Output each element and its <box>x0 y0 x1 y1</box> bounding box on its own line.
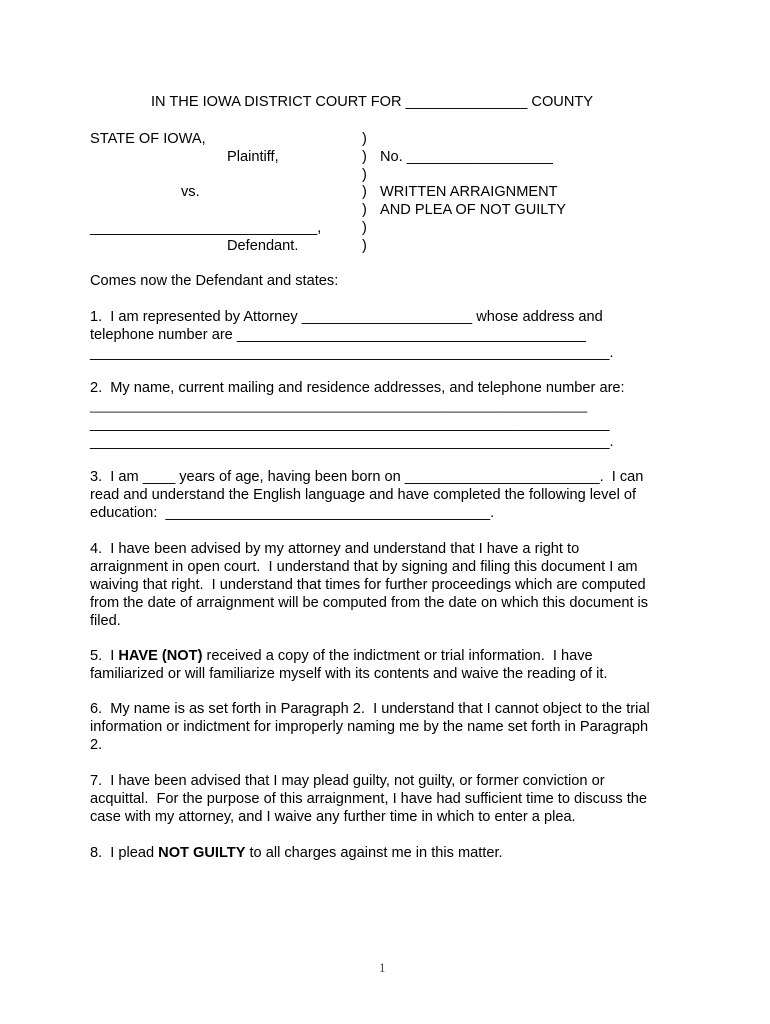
paragraph-line: telephone number are ___________________________________________ <box>90 327 586 343</box>
paragraph-line: from the date of arraignment will be computed from the date on which this document is <box>90 595 649 611</box>
paragraph-line: 1. I am represented by Attorney _____________________ whose address and <box>90 309 603 325</box>
paragraph-text: received a copy of the indictment or trial information. I have <box>202 648 593 664</box>
intro-statement <box>90 272 690 290</box>
paragraph-2 <box>90 379 690 451</box>
paragraph-line: ________________________________________________________________ <box>90 416 610 432</box>
defendant-name-blank: ____________________________, <box>90 220 322 236</box>
caption-paren: ) <box>362 202 367 218</box>
paragraph-text: 5. I <box>90 648 119 664</box>
paragraph-line: information or indictment for improperly naming me by the name set forth in Paragraph <box>90 719 649 735</box>
paragraph-3 <box>90 468 690 522</box>
page-number: 1 <box>379 960 386 975</box>
paragraph-text: to all charges against me in this matter. <box>245 845 503 861</box>
intro-text: Comes now the Defendant and states: <box>90 273 339 289</box>
paragraph-line: arraignment in open court. I understand that by signing and filing this document I am <box>90 559 638 575</box>
paragraph-line <box>90 844 690 862</box>
emphasis-text: NOT GUILTY <box>158 845 246 861</box>
paragraph-line: 3. I am ____ years of age, having been born on ________________________. I can <box>90 469 644 485</box>
paragraph-7 <box>90 772 690 826</box>
paragraph-line: familiarized or will familiarize myself with its contents and waive the reading of it. <box>90 666 608 682</box>
document-title-line2: AND PLEA OF NOT GUILTY <box>380 202 566 218</box>
paragraph-line: _______________________________________________________________________ <box>90 399 588 413</box>
caption-paren: ) <box>362 220 367 236</box>
plaintiff-label: Plaintiff, <box>227 149 279 165</box>
paragraph-5 <box>90 647 690 683</box>
caption-paren: ) <box>362 238 367 254</box>
paragraph-line: 2. <box>90 737 103 753</box>
paragraph-6 <box>90 700 690 754</box>
paragraph-line: education: ________________________________________. <box>90 505 495 521</box>
paragraph-line: filed. <box>90 613 121 629</box>
paragraph-line: 7. I have been advised that I may plead guilty, not guilty, or former conviction or <box>90 773 605 789</box>
document-title-line1: WRITTEN ARRAIGNMENT <box>380 184 558 200</box>
paragraph-line: 6. My name is as set forth in Paragraph 2. I understand that I cannot object to the trial <box>90 701 650 717</box>
caption-paren: ) <box>362 184 367 200</box>
paragraph-line: ________________________________________________________________. <box>90 434 614 450</box>
caption-paren: ) <box>362 167 367 183</box>
caption-paren: ) <box>362 131 367 147</box>
paragraph-line: 4. I have been advised by my attorney and understand that I have a right to <box>90 541 580 557</box>
paragraph-line: read and understand the English language and have completed the following level of <box>90 487 637 503</box>
paragraph-line: case with my attorney, and I waive any further time in which to enter a plea. <box>90 809 576 825</box>
versus-label: vs. <box>181 184 200 200</box>
court-heading: IN THE IOWA DISTRICT COURT FOR _______________ COUNTY <box>151 94 594 110</box>
paragraph-4 <box>90 540 690 630</box>
defendant-label: Defendant. <box>227 238 299 254</box>
paragraph-line: waiving that right. I understand that times for further proceedings which are computed <box>90 577 646 593</box>
paragraph-line <box>90 647 690 665</box>
paragraph-line: 2. My name, current mailing and residence addresses, and telephone number are: <box>90 380 625 396</box>
paragraph-text: 8. I plead <box>90 845 159 861</box>
paragraph-line: acquittal. For the purpose of this arraignment, I have had sufficient time to discuss the <box>90 791 648 807</box>
paragraph-8 <box>90 844 690 862</box>
emphasis-text: HAVE (NOT) <box>118 648 203 664</box>
paragraph-line: ________________________________________________________________. <box>90 345 614 361</box>
caption-paren: ) <box>362 149 367 165</box>
plaintiff-name: STATE OF IOWA, <box>90 131 206 147</box>
case-number-field: No. __________________ <box>380 149 553 165</box>
paragraph-1 <box>90 308 690 362</box>
